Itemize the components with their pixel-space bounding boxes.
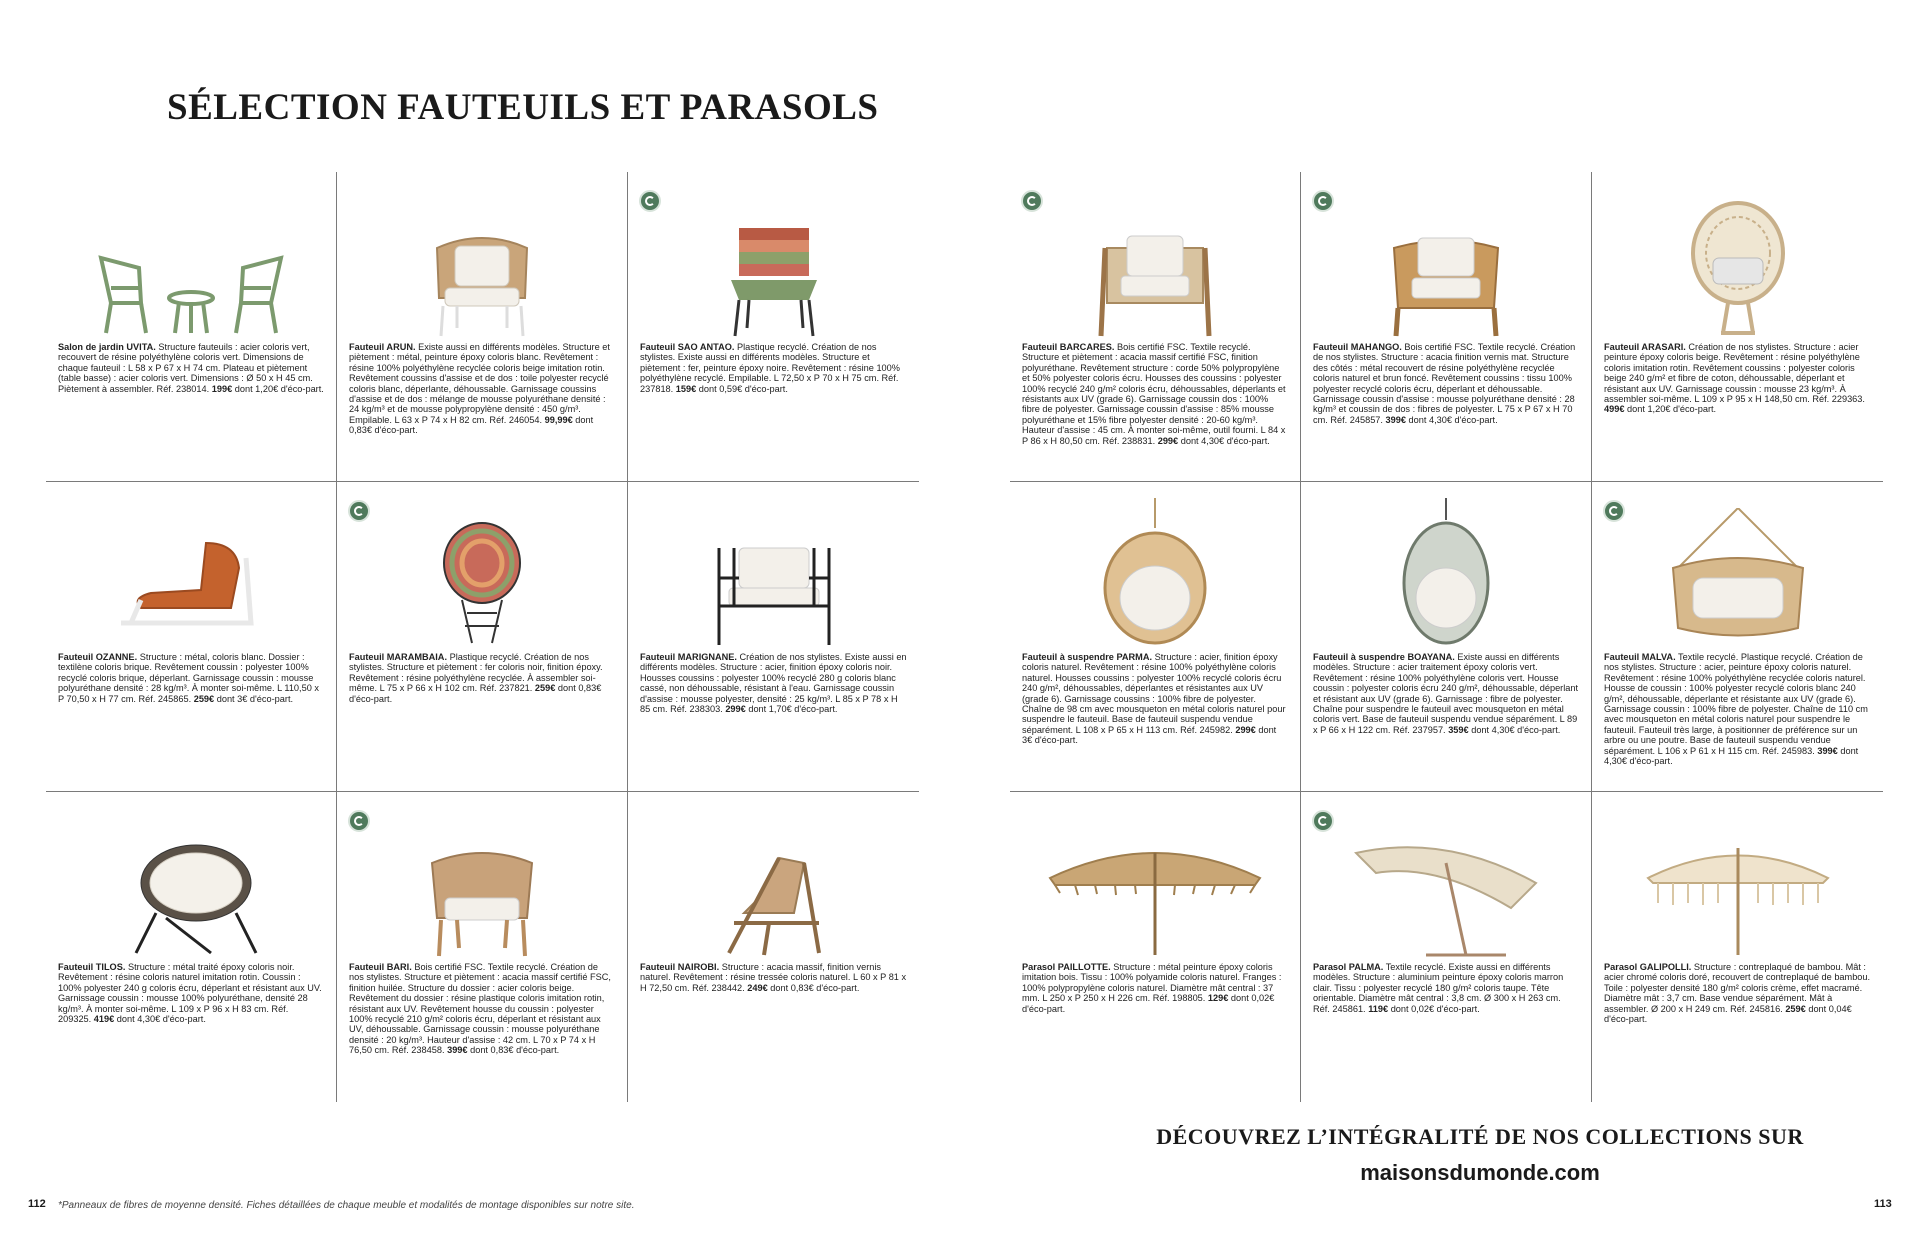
product-name: Salon de jardin UVITA. bbox=[58, 342, 156, 352]
product-description bbox=[1020, 652, 1290, 746]
product-eco-part: dont 0,83€ d'éco-part. bbox=[349, 683, 602, 704]
product-price: 399€ bbox=[1817, 745, 1838, 756]
product-text: Plastique recyclé. Création de nos stylistes. Structure et piètement : fer coloris noir, finition époxy. Revêtement : résine polyéthylène recyclée. À assembler soi-même. L 75 x P 66 x H 102 cm. Réf. 237821. bbox=[349, 652, 603, 694]
product-description bbox=[347, 962, 617, 1056]
product-eco-part: dont 1,20€ d'éco-part. bbox=[234, 383, 324, 394]
product-name: Fauteuil OZANNE. bbox=[58, 652, 138, 662]
product-price: 299€ bbox=[1157, 435, 1179, 446]
product-text: Existe aussi en différents modèles. Structure : acier traitement époxy coloris vert. Revêtement : résine 100% polyéthylène coloris vert. Housse coussin : polyester coloris écru 240 g/m², déhoussable, déperlant et résistant aux UV (grade 6). Garnissage : fibre de polyester. Chaîne pour suspendre le fauteuil avec mousqueton en métal coloris vert. Base de fauteuil suspendu vendue séparément. L 89 x P 66 x H 122 cm. Réf. 237957. bbox=[1313, 652, 1579, 735]
eco-badge-icon bbox=[1603, 500, 1625, 522]
product-card[interactable] bbox=[46, 482, 337, 792]
product-price: 199€ bbox=[211, 383, 233, 394]
product-text: Structure : acacia massif, finition vernis naturel. Revêtement : résine tressée coloris naturel. L 60 x P 81 x H 72,50 cm. Réf. 238442. bbox=[640, 962, 907, 993]
eco-badge-icon bbox=[1312, 810, 1334, 832]
page-title: SÉLECTION FAUTEUILS ET PARASOLS bbox=[167, 87, 879, 128]
product-name: Fauteuil MALVA. bbox=[1604, 652, 1676, 662]
product-eco-part: dont 1,70€ d'éco-part. bbox=[748, 704, 838, 715]
product-price: 399€ bbox=[1385, 414, 1406, 425]
green-rope-chairs-icon bbox=[56, 172, 326, 342]
product-price: 359€ bbox=[1448, 724, 1469, 735]
product-eco-part: dont 0,04€ d'éco-part. bbox=[1604, 1003, 1852, 1025]
product-description bbox=[638, 652, 909, 714]
product-text: Bois certifié FSC. Textile recyclé. Création de nos stylistes. Structure et piètement : acacia massif certifié FSC, finition huilée. Structure du dossier : acier coloris beige. Revêtement du dossier : résine plastique coloris imitation rotin, résistant aux UV. Revêtement housse du coussin : polyester 100% recyclé 210 g/m² coloris écru, déperlant et résistant aux UV, déhoussable. Garnissage coussin : mousse polyuréthane densité : 20 kg/m³. Hauteur d'assise : 42 cm. L 70 x P 74 x H 76,50 cm. Réf. 238458. bbox=[349, 962, 611, 1056]
product-description bbox=[1311, 342, 1581, 425]
product-card[interactable] bbox=[337, 172, 628, 482]
product-name: Fauteuil SAO ANTAO. bbox=[640, 342, 735, 352]
footnote: *Panneaux de fibres de moyenne densité. Fiches détaillées de chaque meuble et modalités de montage disponibles sur notre site. bbox=[58, 1200, 635, 1211]
round-cushion-chair-icon bbox=[56, 792, 326, 962]
product-card[interactable] bbox=[1301, 792, 1592, 1102]
collections-callout bbox=[1000, 1124, 1920, 1186]
product-eco-part: dont 4,30€ d'éco-part. bbox=[116, 1014, 206, 1025]
eco-badge-icon bbox=[1312, 190, 1334, 212]
product-price: 399€ bbox=[447, 1045, 468, 1056]
product-price: 119€ bbox=[1368, 1003, 1389, 1014]
eco-badge-icon bbox=[639, 190, 661, 212]
product-eco-part: dont 0,02€ d'éco-part. bbox=[1022, 993, 1275, 1014]
product-text: Création de nos stylistes. Structure : acier peinture époxy coloris beige. Revêtement : résine polyéthylène coloris imitation rotin. Revêtement coussins : polyester coloris beige 240 g/m² et fibre de coton, déhoussable, déperlant et résistant aux UV. Garnissage coussin : mousse 23 kg/m³. À assembler soi-même. L 109 x P 95 x H 148,50 cm. Réf. 229363. bbox=[1604, 342, 1865, 405]
product-price: 299€ bbox=[1235, 724, 1256, 735]
product-card[interactable] bbox=[1010, 792, 1301, 1102]
product-description bbox=[1311, 652, 1581, 735]
product-name: Fauteuil MARIGNANE. bbox=[640, 652, 737, 662]
right-page-grid bbox=[1010, 172, 1883, 1102]
product-description bbox=[1602, 652, 1873, 766]
rattan-tub-chair-icon bbox=[347, 792, 617, 962]
product-description bbox=[1602, 962, 1873, 1024]
eco-badge-icon bbox=[348, 500, 370, 522]
product-price: 99,99€ bbox=[544, 414, 573, 425]
product-text: Existe aussi en différents modèles. Structure et piètement : métal, peinture époxy coloris blanc. Revêtement : résine 100% polyéthylène recyclée coloris beige imitation rotin. Revêtement coussins d'assise et de dos : toile polyester recyclé coloris blanc, déperlante, déhoussable. Garnissage coussins d'assise et de dos : mélange de mousse polyuréthane densité : 24 kg/m³ et de mousse polypropylène densité : 450 g/m³. Empilable. L 63 x P 74 x H 82 cm. Réf. 246054. bbox=[349, 342, 610, 425]
product-price: 159€ bbox=[675, 383, 697, 394]
product-card[interactable] bbox=[337, 792, 628, 1102]
product-description bbox=[1020, 962, 1290, 1014]
product-price: 259€ bbox=[534, 683, 556, 694]
left-page-grid bbox=[46, 172, 919, 1102]
product-text: Textile recyclé. Plastique recyclé. Création de nos stylistes. Structure : acier, peinture époxy coloris naturel. Revêtement : résine 100% polyéthylène recyclée coloris naturel. Housse de coussin : 100% polyester recyclé coloris blanc 240 g/m², déhoussable, déperlante et résistante aux UV (grade 6). Garnissage coussin : 100% fibre de polyester. Chaîne de 110 cm avec mousqueton en métal coloris naturel pour suspendre le fauteuil. Fauteuil très large, à positionner de préférence sur un arbre ou une poutre. Base de fauteuil suspendu vendue séparément. L 106 x P 61 x H 115 cm. Réf. 245983. bbox=[1604, 652, 1868, 756]
woven-armchair-icon bbox=[347, 172, 617, 342]
product-eco-part: dont 4,30€ d'éco-part. bbox=[1408, 414, 1498, 425]
product-name: Fauteuil NAIROBI. bbox=[640, 962, 720, 972]
product-card[interactable] bbox=[1592, 172, 1883, 482]
eco-badge-icon bbox=[1021, 190, 1043, 212]
product-card[interactable] bbox=[628, 792, 919, 1102]
product-name: Fauteuil BARI. bbox=[349, 962, 412, 972]
product-description bbox=[638, 962, 909, 993]
product-description bbox=[1020, 342, 1290, 446]
orange-lounge-chair-icon bbox=[56, 482, 326, 652]
product-card[interactable] bbox=[1592, 792, 1883, 1102]
rope-wood-armchair-icon bbox=[1020, 172, 1290, 342]
discover-heading: DÉCOUVREZ L’INTÉGRALITÉ DE NOS COLLECTIONS SUR bbox=[1156, 1124, 1804, 1149]
product-card[interactable] bbox=[628, 482, 919, 792]
product-card[interactable] bbox=[337, 482, 628, 792]
product-eco-part: dont 1,20€ d'éco-part. bbox=[1627, 404, 1717, 415]
product-text: Structure : acier, finition époxy coloris naturel. Revêtement : résine 100% polyéthylène coloris naturel. Housses coussins : polyester 100% recyclé coloris écru 240 g/m², déhoussables, déperlantes et résistantes aux UV (grade 6). Garnissage coussins : 100% fibre de polyester. Chaîne de 98 cm avec mousqueton en métal coloris naturel pour suspendre le fauteuil. Base de fauteuil suspendu vendue séparément. L 108 x P 65 x H 113 cm. Réf. 245982. bbox=[1022, 652, 1286, 735]
product-name: Fauteuil TILOS. bbox=[58, 962, 126, 972]
product-eco-part: dont 0,59€ d'éco-part. bbox=[698, 383, 788, 394]
product-description bbox=[56, 652, 326, 704]
product-name: Parasol GALIPOLLI. bbox=[1604, 962, 1692, 972]
product-card[interactable] bbox=[46, 172, 337, 482]
product-price: 249€ bbox=[747, 982, 768, 993]
product-name: Fauteuil à suspendre PARMA. bbox=[1022, 652, 1153, 662]
product-description bbox=[347, 342, 617, 436]
product-text: Bois certifié FSC. Textile recyclé. Création de nos stylistes. Structure : acacia finition vernis mat. Structure des côtés : métal recouvert de résine polyéthylène recyclée coloris naturel et brun foncé. Revêtement coussins : tissu 100% polyester recyclé coloris écru, déperlant et déhoussable. Garnissage coussin d'assise : mousse polyuréthane densité : 28 kg/m³ et coussin de dos : fibres de polyester. L 75 x P 67 x H 70 cm. Réf. 245857. bbox=[1313, 342, 1576, 425]
product-eco-part: dont 0,02€ d'éco-part. bbox=[1390, 1003, 1480, 1014]
product-price: 259€ bbox=[193, 693, 215, 704]
website-link[interactable]: maisonsdumonde.com bbox=[1360, 1160, 1600, 1185]
product-card[interactable] bbox=[46, 792, 337, 1102]
page-number-left: 112 bbox=[28, 1198, 46, 1210]
product-eco-part: dont 4,30€ d'éco-part. bbox=[1604, 745, 1859, 767]
product-name: Parasol PAILLOTTE. bbox=[1022, 962, 1111, 972]
woven-wood-armchair-icon bbox=[1311, 172, 1581, 342]
fringed-parasol-icon bbox=[1602, 792, 1873, 962]
tilted-parasol-icon bbox=[1311, 792, 1581, 962]
product-text: Structure fauteuils : acier coloris vert, recouvert de résine polyéthylène coloris vert. Dimensions de chaque fauteuil : L 58 x P 67 x H 74 cm. Plateau et piètement (table basse) : acier coloris vert. Dimensions : Ø 50 x H 45 cm. Piètement à assembler. Réf. 238014. bbox=[58, 342, 313, 394]
striped-chair-icon bbox=[638, 172, 909, 342]
product-text: Création de nos stylistes. Existe aussi en différents modèles. Structure : acier, finition époxy coloris noir. Housses coussins : polyester 100% recyclé 280 g coloris blanc cassé, non déhoussable, résistant à l'eau. Garnissage coussin d'assise : mousse polyester, densité : 25 kg/m³. L 85 x P 78 x H 85 cm. Réf. 238303. bbox=[640, 652, 907, 715]
product-eco-part: dont 0,83€ d'éco-part. bbox=[470, 1045, 560, 1056]
product-eco-part: dont 4,30€ d'éco-part. bbox=[1471, 724, 1561, 735]
product-card[interactable] bbox=[1301, 482, 1592, 792]
product-description bbox=[56, 962, 326, 1024]
product-price: 499€ bbox=[1604, 404, 1625, 415]
hanging-metal-chair-icon bbox=[1311, 482, 1581, 652]
straw-parasol-icon bbox=[1020, 792, 1290, 962]
product-eco-part: dont 0,83€ d'éco-part. bbox=[349, 414, 594, 436]
product-text: Structure : métal peinture époxy coloris imitation bois. Tissu : 100% polyamide coloris naturel. Franges : 100% polypropylène coloris naturel. Diamètre mât central : 37 mm. L 250 x P 250 x H 226 cm. Réf. 198805. bbox=[1022, 962, 1282, 1004]
product-card[interactable] bbox=[1010, 482, 1301, 792]
product-description bbox=[638, 342, 909, 394]
product-eco-part: dont 3€ d'éco-part. bbox=[216, 693, 294, 704]
product-description bbox=[56, 342, 326, 394]
product-price: 129€ bbox=[1207, 993, 1229, 1004]
product-card[interactable] bbox=[1592, 482, 1883, 792]
product-text: Structure : contreplaqué de bambou. Mât : acier chromé coloris doré, recouvert de contreplaqué de bambou. Toile : polyester densité 180 g/m² coloris crème, effet macramé. Diamètre mât : 3,7 cm. Base vendue séparément. Mât à assembler. Ø 200 x H 249 cm. Réf. 245816. bbox=[1604, 962, 1871, 1014]
product-text: Textile recyclé. Existe aussi en différents modèles. Structure : aluminium peinture époxy coloris marron clair. Tissu : polyester recyclé 180 g/m² coloris taupe. Tête orientable. Diamètre mât central : 3,8 cm. Ø 300 x H 263 cm. Réf. 245861. bbox=[1313, 962, 1564, 1014]
wire-egg-chair-icon bbox=[347, 482, 617, 652]
product-card[interactable] bbox=[1010, 172, 1301, 482]
woven-lounge-chair-icon bbox=[638, 792, 909, 962]
peacock-rattan-chair-icon bbox=[1602, 172, 1873, 342]
eco-badge-icon bbox=[348, 810, 370, 832]
product-description bbox=[1602, 342, 1873, 415]
product-text: Bois certifié FSC. Textile recyclé. Structure et piètement : acacia massif certifié FSC, finition polyuréthane. Revêtement structure : corde 50% polypropylène et 50% polyester coloris écru. Housses des coussins : polyester 100% recyclé 240 g/m² coloris écru, déhoussables, déperlants et résistants aux UV (grade 6). Garnissage coussin dos : 100% fibre de polyester. Garnissage coussin d'assise : 85% mousse polyuréthane et 15% fibre polyester densité : 20-60 kg/m³. Hauteur d'assise : 45 cm. À monter soi-même, outil fourni. L 84 x P 86 x H 80,50 cm. Réf. 238831. bbox=[1022, 342, 1286, 446]
page-number-right: 113 bbox=[1874, 1198, 1892, 1210]
product-text: Structure : métal, coloris blanc. Dossier : textilène coloris brique. Revêtement coussin : polyester 100% recyclé coloris brique, déperlant. Garnissage coussin : mousse polyuréthane densité : 28 kg/m³. À monter soi-même. L 110,50 x P 70,50 x H 77 cm. Réf. 245865. bbox=[58, 652, 319, 704]
product-name: Fauteuil ARUN. bbox=[349, 342, 416, 352]
hanging-swing-seat-icon bbox=[1602, 482, 1873, 652]
product-name: Fauteuil ARASARI. bbox=[1604, 342, 1686, 352]
product-card[interactable] bbox=[628, 172, 919, 482]
product-description bbox=[347, 652, 617, 704]
product-eco-part: dont 0,83€ d'éco-part. bbox=[770, 982, 860, 993]
product-name: Parasol PALMA. bbox=[1313, 962, 1384, 972]
product-name: Fauteuil MAHANGO. bbox=[1313, 342, 1402, 352]
product-name: Fauteuil à suspendre BOAYANA. bbox=[1313, 652, 1455, 662]
product-text: Plastique recyclé. Création de nos stylistes. Existe aussi en différents modèles. Structure et piètement : fer, peinture époxy noire. Revêtement : résine 100% polyéthylène recyclé. Empilable. L 72,50 x P 70 x H 75 cm. Réf. 237818. bbox=[640, 342, 900, 394]
product-price: 419€ bbox=[93, 1014, 115, 1025]
product-eco-part: dont 3€ d'éco-part. bbox=[1022, 724, 1277, 746]
product-price: 259€ bbox=[1785, 1003, 1806, 1014]
black-metal-armchair-icon bbox=[638, 482, 909, 652]
product-eco-part: dont 4,30€ d'éco-part. bbox=[1180, 435, 1270, 446]
product-card[interactable] bbox=[1301, 172, 1592, 482]
product-name: Fauteuil BARCARES. bbox=[1022, 342, 1115, 352]
product-price: 299€ bbox=[725, 704, 746, 715]
product-description bbox=[1311, 962, 1581, 1014]
hanging-rattan-chair-icon bbox=[1020, 482, 1290, 652]
product-name: Fauteuil MARAMBAIA. bbox=[349, 652, 447, 662]
product-text: Structure : métal traité époxy coloris noir. Revêtement : résine coloris naturel imitation rotin. Coussin : 100% polyester 240 g coloris écru, déperlant et résistant aux UV. Garnissage coussin : mousse 100% polyuréthane, densité 28 kg/m³. À monter soi-même. L 109 x P 96 x H 83 cm. Réf. 209325. bbox=[58, 962, 322, 1025]
